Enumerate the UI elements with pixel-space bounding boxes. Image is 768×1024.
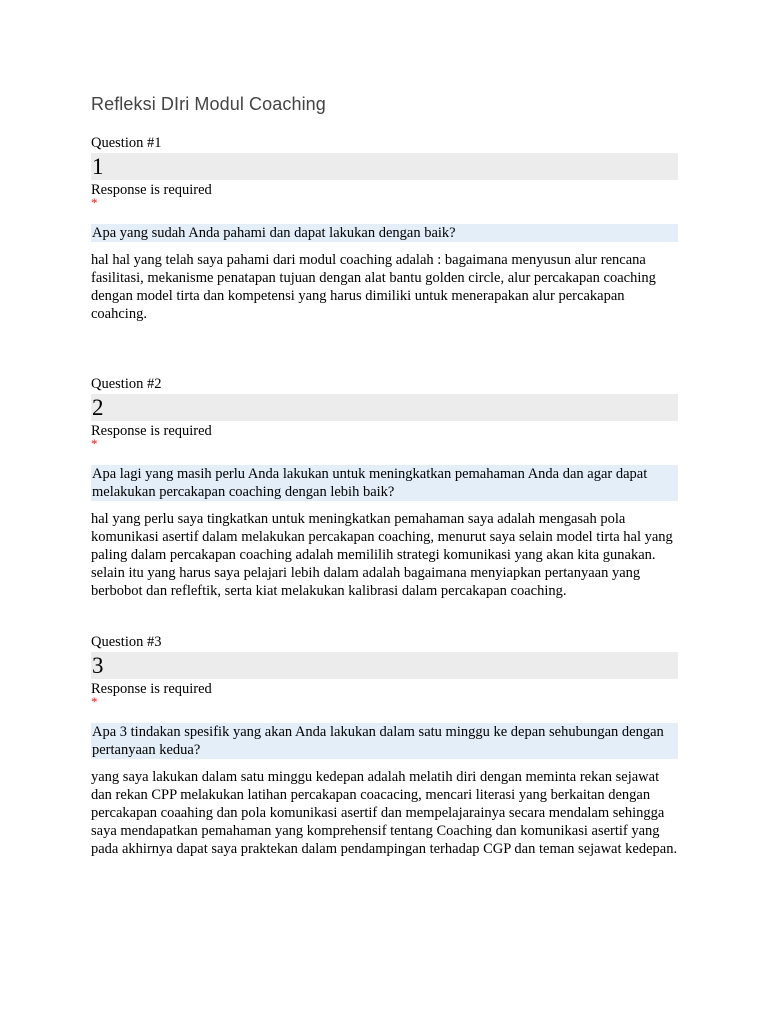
question-number: 2 — [91, 394, 678, 421]
question-number: 3 — [91, 652, 678, 679]
required-asterisk: * — [91, 195, 98, 210]
question-text: Apa lagi yang masih perlu Anda lakukan untuk meningkatkan pemahaman Anda dan agar dapat melakukan percakapan coaching dengan lebih baik? — [91, 465, 678, 501]
answer-text: yang saya lakukan dalam satu minggu kedepan adalah melatih diri dengan meminta rekan sejawat dan rekan CPP melakukan latihan percakapan coacacing, mencari literasi yang berkaitan dengan percakapan coaahing dan pola komunikasi asertif dan mempelajarainya secara mendalam sehingga saya mendapatkan pemahaman yang komprehensif tentang Coaching dan komunikasi asertif yang pada akhirnya dapat saya praktekan dalam pendampingan terhadap CGP dan teman sejawat kedepan. — [91, 769, 678, 857]
response-required-text: Response is required — [91, 681, 212, 697]
required-asterisk: * — [91, 436, 98, 451]
question-block-2 — [91, 375, 678, 600]
question-label: Question #1 — [91, 135, 162, 151]
answer-text: hal hal yang telah saya pahami dari modul coaching adalah : bagaimana menyusun alur rencana fasilitasi, mekanisme penatapan tujuan dengan alat bantu golden circle, alur percakapan coaching dengan model tirta dan kompetensi yang harus dimiliki untuk menerapakan alur percakapan coahcing. — [91, 252, 656, 322]
question-block-1 — [91, 134, 678, 323]
question-text: Apa 3 tindakan spesifik yang akan Anda lakukan dalam satu minggu ke depan sehubungan dengan pertanyaan kedua? — [91, 723, 678, 759]
response-required-text: Response is required — [91, 423, 212, 439]
question-text: Apa yang sudah Anda pahami dan dapat lakukan dengan baik? — [91, 224, 678, 242]
question-label: Question #2 — [91, 376, 162, 392]
question-number: 1 — [91, 153, 678, 180]
question-block-3 — [91, 633, 678, 858]
answer-text: hal yang perlu saya tingkatkan untuk meningkatkan pemahaman saya adalah mengasah pola komunikasi asertif dalam melakukan percakapan coaching, menurut saya selain model tirta hal yang paling dalam percakapan coaching adalah memililih strategi komunikasi yang akan kita gunakan. selain itu yang harus saya pelajari lebih dalam adalah bagaimana menyiapkan pertanyaan yang berbobot dan refleftik, serta kiat melakukan kalibrasi dalam percakapan coaching. — [91, 511, 673, 599]
question-label: Question #3 — [91, 634, 162, 650]
required-asterisk: * — [91, 694, 98, 709]
response-required-text: Response is required — [91, 182, 212, 198]
page-title: Refleksi DIri Modul Coaching — [91, 94, 326, 114]
